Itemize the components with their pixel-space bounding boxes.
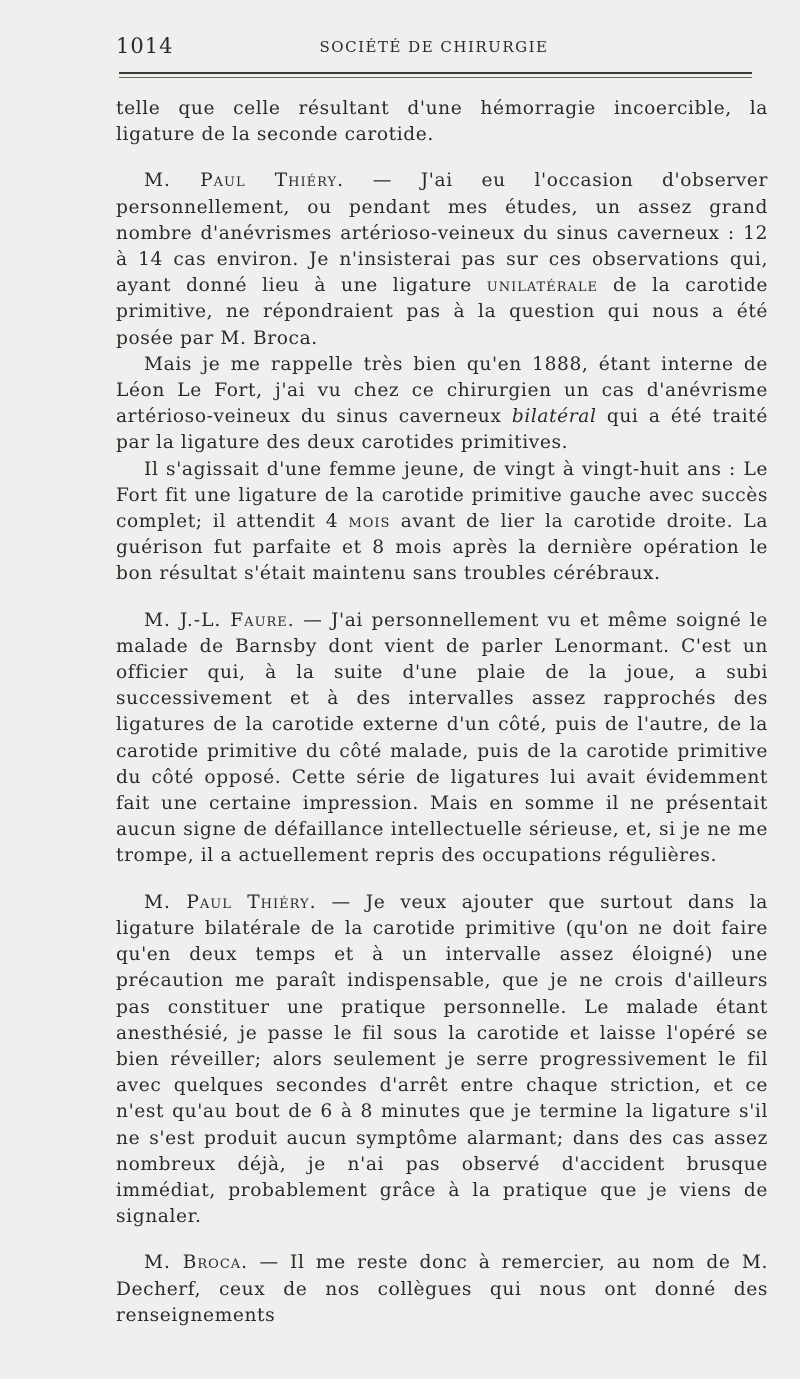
page-number: 1014: [116, 34, 174, 58]
speaker-name: M. Paul Thiéry.: [144, 170, 345, 192]
paragraph-text: — J'ai personnellement vu et même soigné le malade de Barnsby dont vient de parler Lenormant. C'est un officier qui, à la suite d'une plaie de la joue, a subi successivement et à des intervalles assez rapprochés des ligatures de la carotide externe d'un côté, puis de l'autre, de la carotide primitive du côté malade, puis de la carotide primitive du côté opposé. Cette série de ligatures lui avait évidemment fait une certaine impression. Mais en somme il ne présentait aucun signe de défaillance intellectuelle sérieuse, et, si je ne me trompe, il a actuellement repris des occupations régulières.: [116, 609, 768, 867]
paragraph-thiery-2: [116, 352, 768, 457]
paragraph-text: — J'ai eu l'occasion d'observer personnellement, ou pendant mes études, un assez grand nombre d'anévrismes artérioso-veineux du sinus caverneux : 12 à 14 cas environ. Je n'insisterai pas sur ces observations qui, ayant donné lieu à une ligature: [116, 170, 768, 297]
paragraph-text: de la carotide primitive, ne répondraient pas à la question qui nous a été posée par M. Broca.: [116, 275, 769, 349]
page-header: [116, 32, 752, 62]
paragraph-thiery-3: [116, 457, 768, 588]
paragraph-text: Mais je me rappelle très bien qu'en 1888, étant interne de Léon Le Fort, j'ai vu chez ce chirurgien un cas d'anévrisme artérioso-veineux du sinus caverneux: [116, 353, 768, 428]
paragraph-thiery-4: [116, 890, 768, 1231]
paragraph-faure: [116, 608, 768, 870]
speaker-name: M. Paul Thiéry.: [144, 891, 317, 913]
paragraph-text: — Il me reste donc à remercier, au nom de M. Decherf, ceux de nos collègues qui nous ont donné des renseignements: [116, 1252, 768, 1326]
paragraph-broca: [116, 1250, 768, 1329]
speaker-name: M. Broca.: [144, 1252, 249, 1274]
speaker-name: M. J.-L. Faure.: [144, 609, 295, 631]
paragraph-text: telle que celle résultant d'une hémorragie incoercible, la ligature de la seconde carotide.: [116, 98, 768, 146]
paragraph-text: — Je veux ajouter que surtout dans la ligature bilatérale de la carotide primitive (qu'on ne doit faire qu'en deux temps et à un intervalle assez éloigné) une précaution me paraît indispensable, que je ne crois d'ailleurs pas constituer une pratique personnelle. Le malade étant anesthésié, je passe le fil sous la carotide et laisse l'opéré se bien réveiller; alors seulement je serre progressivement le fil avec quelques secondes d'arrêt entre chaque striction, et ce n'est qu'au bout de 6 à 8 minutes que je termine la ligature s'il ne s'est produit aucun symptôme alarmant; dans des cas assez nombreux déjà, je n'ai pas observé d'accident brusque immédiat, probablement grâce à la pratique que je viens de signaler.: [116, 891, 768, 1228]
body-text: [116, 96, 768, 1329]
paragraph-text: avant de lier la carotide droite. La guérison fut parfaite et 8 mois après la dernière opération le bon résultat s'était maintenu sans troubles cérébraux.: [116, 511, 769, 585]
header-rule-thin: [119, 77, 752, 78]
paragraph-text: qui a été traité par la ligature des deux carotides primitives.: [116, 406, 768, 454]
emphasis-italic: bilatéral: [511, 406, 597, 428]
paragraph-text: Il s'agissait d'une femme jeune, de vingt à vingt-huit ans : Le Fort fit une ligature de la carotide primitive gauche avec succès complet; il attendit 4: [116, 458, 768, 533]
emphasis-smallcaps: unilatérale: [486, 275, 599, 297]
emphasis-smallcaps: mois: [348, 511, 391, 533]
paragraph-thiery-1: [116, 168, 768, 351]
header-rule: [119, 72, 752, 74]
paragraph-continuation: [116, 96, 768, 148]
running-title: SOCIÉTÉ DE CHIRURGIE: [319, 38, 549, 56]
